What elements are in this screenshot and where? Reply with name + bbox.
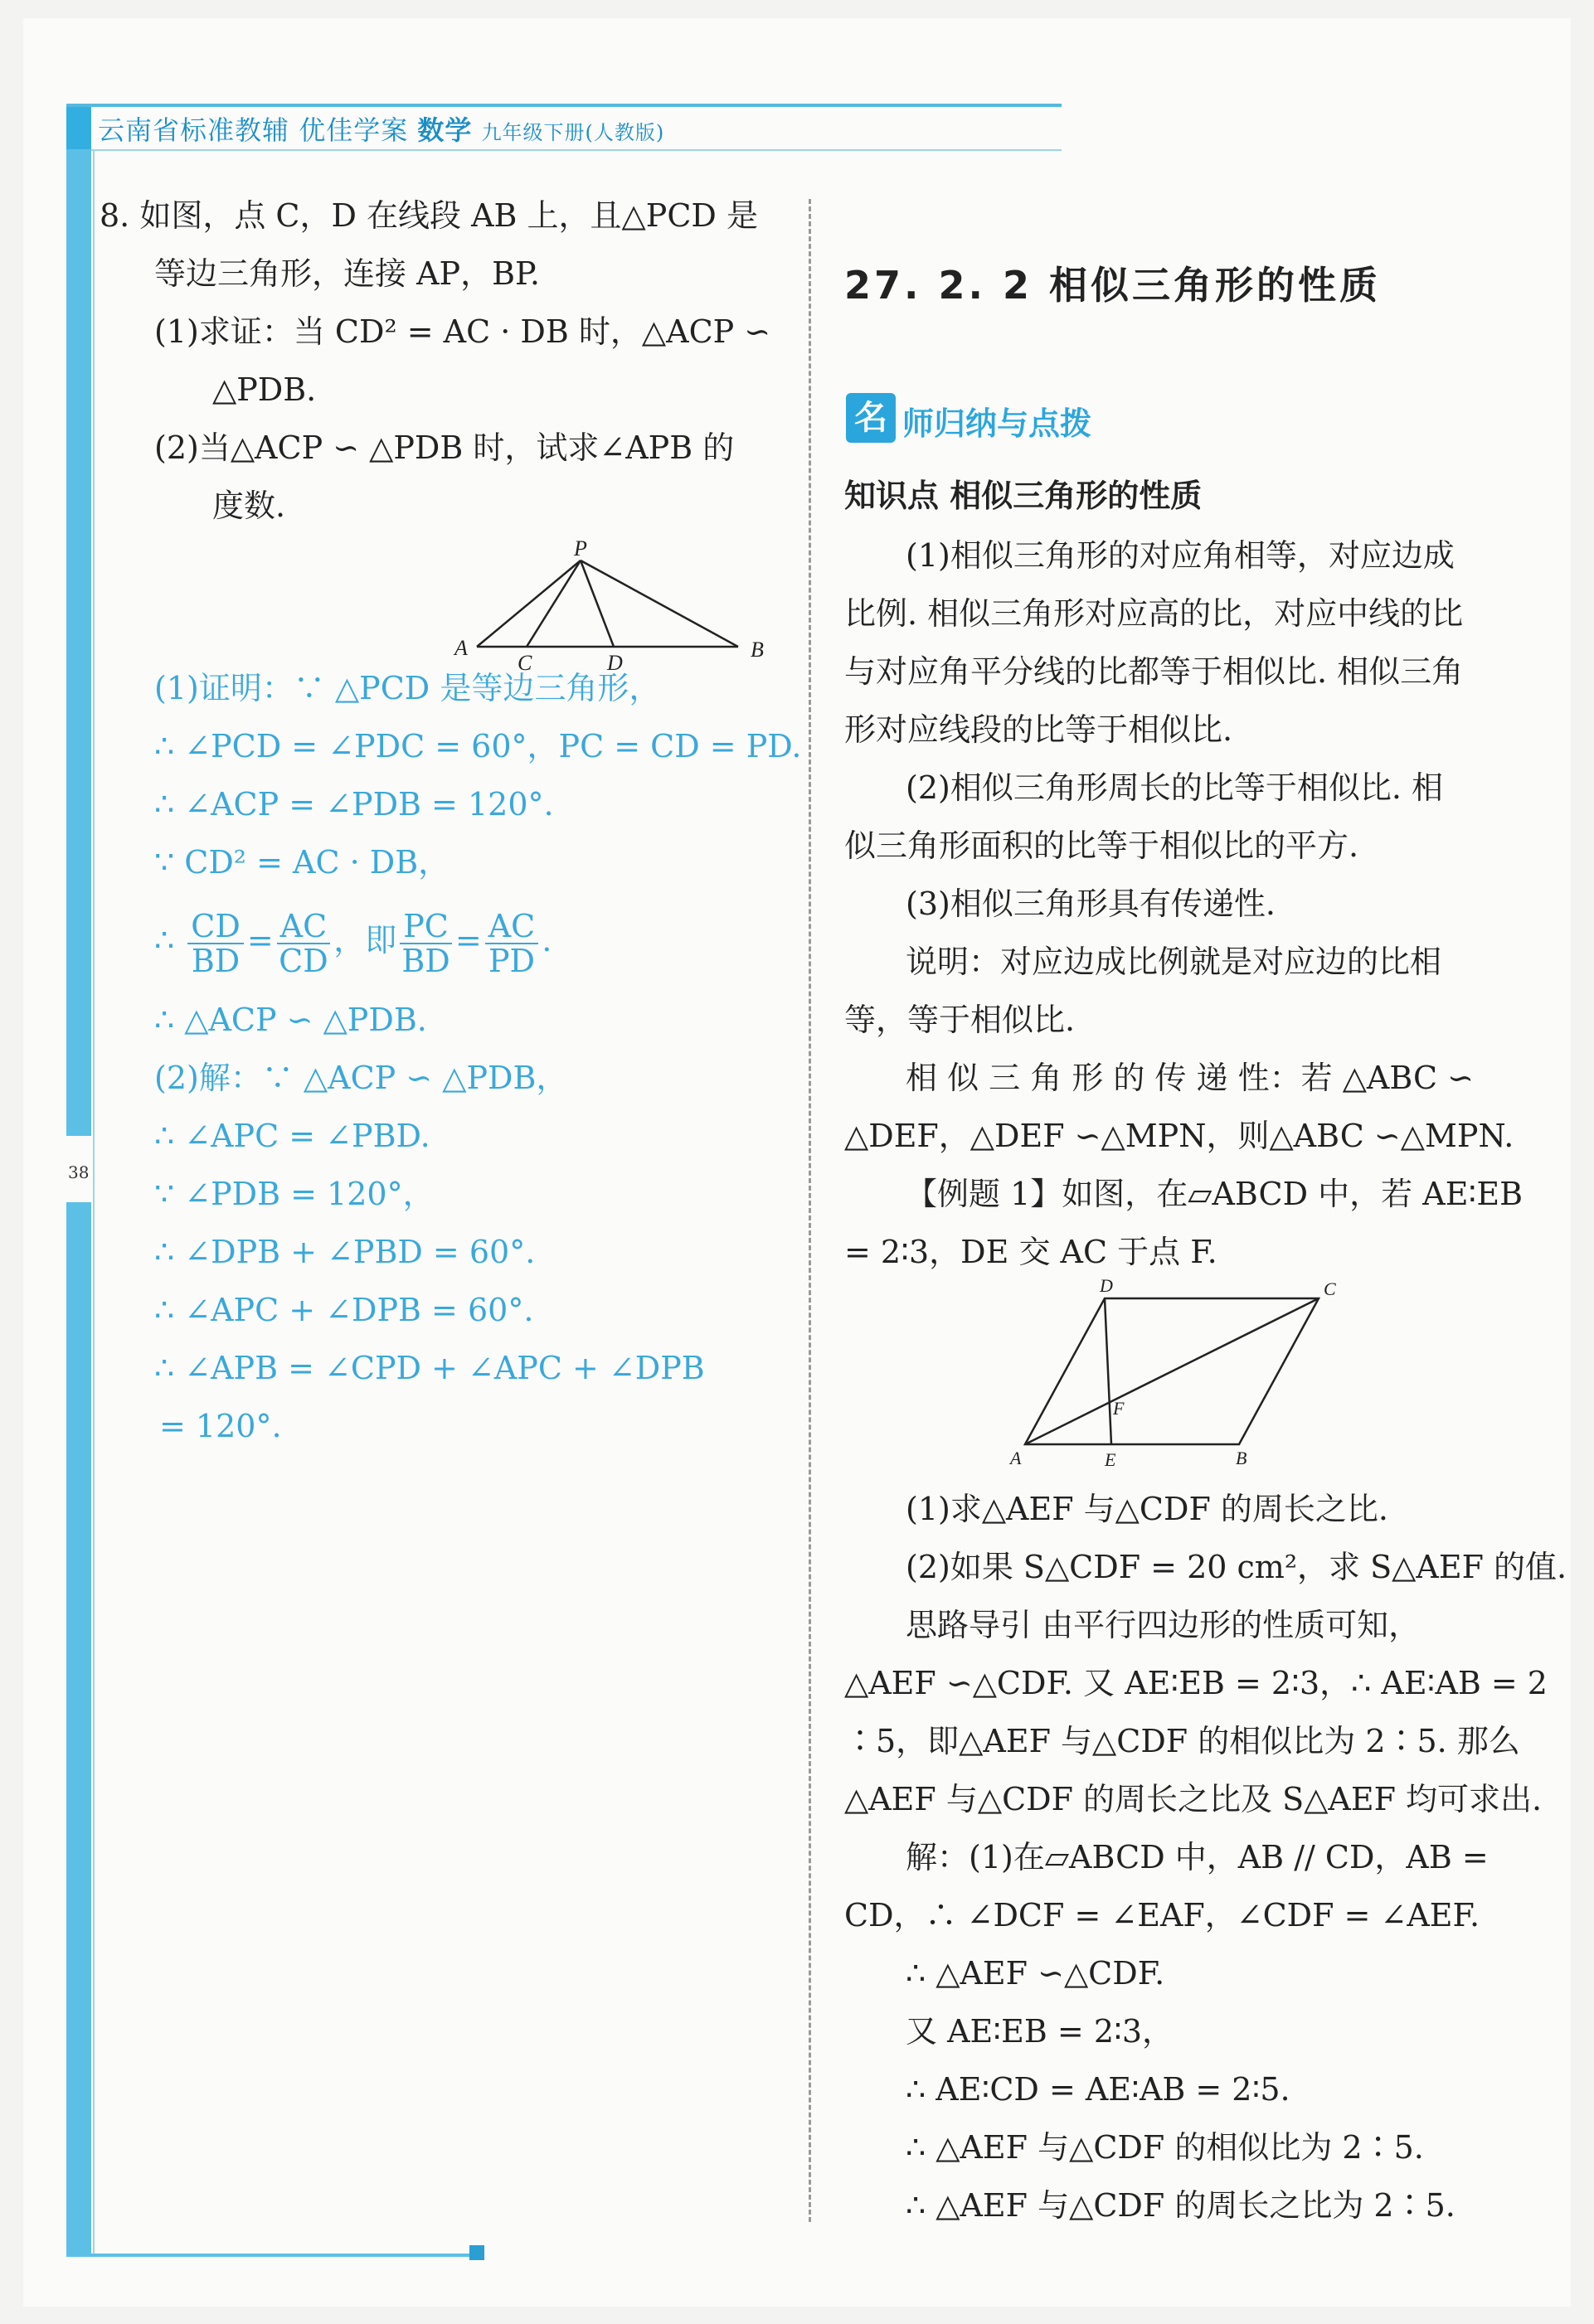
solution-line-9: ∵ ∠PDB = 120°， — [154, 1176, 435, 1212]
label-E2: E — [1105, 1449, 1116, 1470]
right-line-2: 比例. 相似三角形对应高的比，对应中线的比 — [844, 595, 1464, 632]
right-line-13: = 2∶3，DE 交 AC 于点 F. — [844, 1234, 1217, 1270]
label-C2: C — [1324, 1278, 1336, 1299]
hint-title: 思路导引 由平行四边形的性质可知， — [906, 1607, 1421, 1643]
header-rule — [66, 104, 1062, 107]
problem-line-4: △PDB. — [212, 371, 317, 408]
eq-1: = — [246, 922, 274, 958]
header-rule-thin — [66, 149, 1062, 151]
parallelogram-figure — [995, 1269, 1344, 1484]
knowledge-title: 知识点 相似三角形的性质 — [844, 478, 1203, 514]
period: . — [542, 922, 552, 958]
example-title: 【例题 1】如图，在▱ABCD 中，若 AE∶EB — [906, 1176, 1523, 1212]
frac1-den: BD — [191, 942, 241, 979]
answer-line-4: 又 AE∶EB = 2∶3， — [906, 2013, 1174, 2050]
frac4-num: AC — [485, 910, 539, 944]
answer-line-2: CD，∴ ∠DCF = ∠EAF，∠CDF = ∠AEF. — [844, 1897, 1480, 1933]
label-A: A — [454, 636, 468, 660]
hint-line-4: △AEF 与△CDF 的周长之比及 S△AEF 均可求出. — [844, 1781, 1543, 1817]
fraction-cd-bd — [187, 907, 244, 979]
namely-text: ，即 — [333, 922, 397, 958]
frac1-num: CD — [187, 910, 244, 944]
answer-line-6: ∴ △AEF 与△CDF 的相似比为 2∶5. — [906, 2129, 1424, 2166]
hint-line-2: △AEF ∽△CDF. 又 AE∶EB = 2∶3，∴ AE∶AB = 2 — [844, 1665, 1548, 1701]
solution-line-8: ∴ ∠APC = ∠PBD. — [154, 1118, 430, 1154]
right-line-5: (2)相似三角形周长的比等于相似比. 相 — [906, 769, 1443, 806]
label-B: B — [751, 638, 764, 662]
frac2-num: AC — [277, 910, 331, 944]
hint-line-3: ∶5，即△AEF 与△CDF 的相似比为 2∶5. 那么 — [844, 1723, 1520, 1759]
answer-line-7: ∴ △AEF 与△CDF 的周长之比为 2∶5. — [906, 2187, 1455, 2224]
right-line-7: (3)相似三角形具有传递性. — [906, 885, 1276, 922]
fraction-pc-bd — [400, 907, 452, 979]
label-P: P — [574, 536, 587, 560]
badge-icon: 名 — [846, 393, 896, 443]
question-2: (2)如果 S△CDF = 20 cm²，求 S△AEF 的值. — [906, 1549, 1567, 1585]
problem-line-3: (1)求证：当 CD² = AC · DB 时，△ACP ∽ — [154, 313, 771, 350]
frac3-num: PC — [400, 910, 452, 944]
right-line-10: 相 似 三 角 形 的 传 递 性：若 △ABC ∽ — [906, 1060, 1475, 1096]
label-C: C — [518, 651, 532, 672]
solution-line-7: (2)解：∵ △ACP ∽ △PDB， — [154, 1060, 568, 1096]
solution-line-3: ∴ ∠ACP = ∠PDB = 120°. — [154, 786, 554, 822]
question-1: (1)求△AEF 与△CDF 的周长之比. — [906, 1491, 1388, 1527]
answer-line-5: ∴ AE∶CD = AE∶AB = 2∶5. — [906, 2071, 1290, 2108]
badge-text: 师归纳与点拨 — [902, 405, 1092, 442]
right-line-9: 等，等于相似比. — [844, 1002, 1076, 1038]
problem-line-1: 8. 如图，点 C，D 在线段 AB 上，且△PCD 是 — [100, 197, 758, 234]
header-tab — [66, 106, 91, 149]
right-line-6: 似三角形面积的比等于相似比的平方. — [844, 827, 1359, 864]
right-line-11: △DEF，△DEF ∽△MPN，则△ABC ∽△MPN. — [844, 1118, 1514, 1154]
margin-line — [93, 149, 95, 2255]
frac4-den: PD — [488, 942, 535, 979]
header-subject: 数学 — [417, 114, 473, 146]
problem-line-2: 等边三角形，连接 AP，BP. — [154, 255, 540, 292]
right-line-3: 与对应角平分线的比都等于相似比. 相似三角 — [844, 653, 1464, 690]
label-D: D — [607, 651, 623, 672]
header-book: 优佳学案 — [299, 114, 409, 146]
solution-line-10: ∴ ∠DPB + ∠PBD = 60°. — [154, 1234, 536, 1270]
column-divider — [809, 199, 811, 2222]
eq-2: = — [454, 922, 482, 958]
problem-line-6: 度数. — [212, 488, 286, 524]
solution-line-1: (1)证明：∵ △PCD 是等边三角形， — [154, 670, 661, 706]
therefore-symbol: ∴ — [154, 922, 175, 958]
solution-fraction-line — [154, 900, 552, 980]
label-A2: A — [1010, 1448, 1022, 1468]
right-line-1: (1)相似三角形的对应角相等，对应边成 — [906, 537, 1455, 574]
right-line-8: 说明：对应边成比例就是对应边的比相 — [906, 944, 1442, 980]
section-title: 27. 2. 2 相似三角形的性质 — [844, 263, 1382, 308]
triangle-figure — [448, 531, 780, 672]
solution-line-4: ∵ CD² = AC · DB， — [154, 844, 450, 881]
problem-line-5: (2)当△ACP ∽ △PDB 时，试求∠APB 的 — [154, 429, 735, 466]
margin-bar — [66, 149, 91, 2255]
solution-line-12: ∴ ∠APB = ∠CPD + ∠APC + ∠DPB — [154, 1350, 705, 1386]
page — [23, 18, 1571, 2307]
fraction-ac-cd — [277, 907, 331, 979]
solution-line-11: ∴ ∠APC + ∠DPB = 60°. — [154, 1292, 534, 1328]
fraction-ac-pd — [485, 907, 539, 979]
header-grade: 九年级下册(人教版) — [481, 121, 665, 144]
solution-line-2: ∴ ∠PCD = ∠PDC = 60°，PC = CD = PD. — [154, 728, 802, 764]
label-F2: F — [1113, 1398, 1125, 1419]
frac3-den: BD — [401, 942, 450, 979]
right-line-4: 形对应线段的比等于相似比. — [844, 711, 1233, 748]
footer-square — [469, 2245, 484, 2260]
label-B2: B — [1236, 1448, 1247, 1468]
answer-line-1: 解：(1)在▱ABCD 中，AB // CD，AB = — [906, 1839, 1489, 1875]
solution-line-6: ∴ △ACP ∽ △PDB. — [154, 1002, 427, 1038]
header-series: 云南省标准教辅 — [98, 114, 290, 146]
footer-rule — [66, 2254, 481, 2257]
header-title — [98, 109, 664, 148]
label-D2: D — [1100, 1275, 1113, 1296]
page-number: 38 — [68, 1162, 90, 1182]
solution-line-13: = 120°. — [159, 1408, 282, 1444]
frac2-den: CD — [279, 942, 328, 979]
answer-line-3: ∴ △AEF ∽△CDF. — [906, 1955, 1165, 1992]
